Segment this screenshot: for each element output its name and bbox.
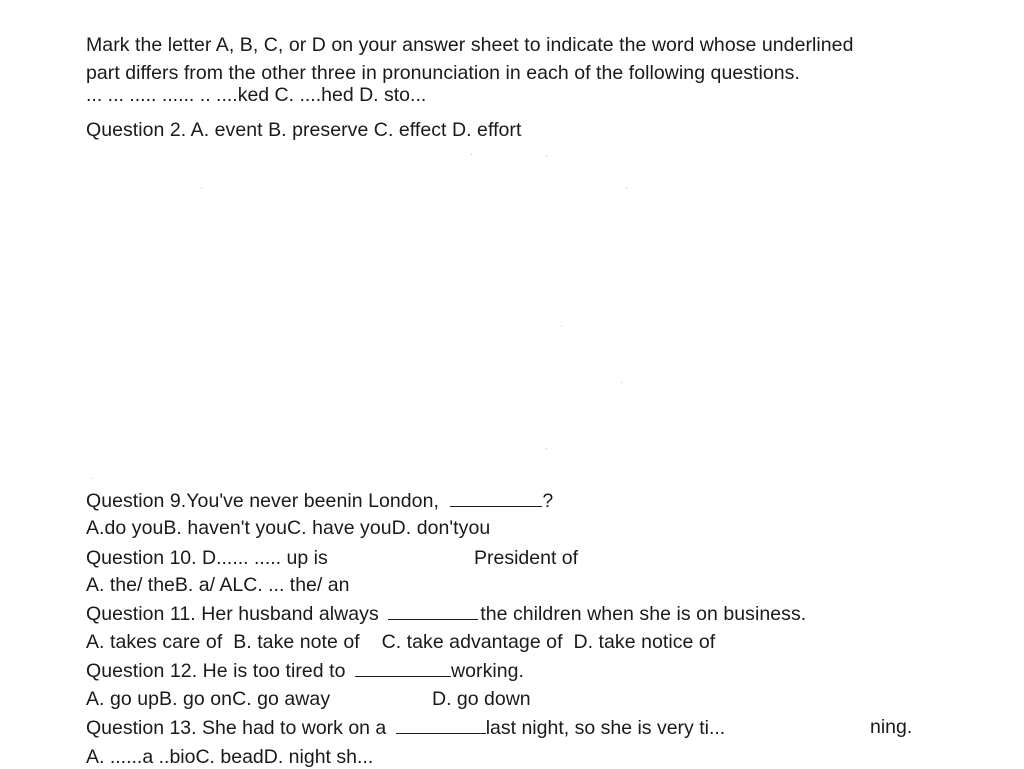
question-9-options: A.do youB. haven't youC. have youD. don'tyou xyxy=(86,517,491,539)
question-11-blank xyxy=(388,601,478,620)
scan-speck: . xyxy=(545,440,549,452)
question-12-stem-start: Question 12. He is too tired to xyxy=(86,660,346,682)
question-11-stem xyxy=(86,601,806,626)
question-12-stem xyxy=(86,658,524,683)
question-13-options-cropped xyxy=(86,748,406,769)
question-1-text: ... ... ..... ...... .. ....ked C. ....hed D. sto... xyxy=(86,84,427,106)
question-13-stem-start: Question 13. She had to work on a xyxy=(86,717,387,739)
question-11-options: A. takes care of B. take note of C. take advantage of D. take notice of xyxy=(86,631,716,653)
question-13-blank xyxy=(396,715,486,734)
instruction-line-2: part differs from the other three in pronunciation in each of the following questions. xyxy=(86,62,800,84)
question-9-blank xyxy=(450,488,542,507)
scan-speck: . xyxy=(625,180,629,192)
question-13-tail: ning. xyxy=(870,716,913,738)
question-11-stem-start: Question 11. Her husband always xyxy=(86,603,379,625)
instruction-line-1: Mark the letter A, B, C, or D on your answer sheet to indicate the word whose underlined xyxy=(86,34,854,56)
question-12-stem-end: working. xyxy=(451,660,525,682)
question-13-stem-end: last night, so she is very ti... xyxy=(485,717,726,739)
question-13-tail-cropped xyxy=(870,715,940,741)
question-10-head: Question 10. D...... ..... up is xyxy=(86,547,328,569)
question-9-stem-end: ? xyxy=(542,490,554,512)
question-10-president-cropped xyxy=(474,546,604,569)
question-10-options-cropped xyxy=(86,574,446,596)
question-11-stem-end: the children when she is on business. xyxy=(480,603,807,625)
question-12-blank xyxy=(355,658,451,677)
question-13-options: A. ......a ..bioC. beadD. night sh... xyxy=(86,746,374,768)
question-13-stem xyxy=(86,715,786,741)
scan-speck: . xyxy=(560,318,564,330)
question-10-options: A. the/ theB. a/ ALC. ... the/ an xyxy=(86,574,350,596)
question-2: Question 2. A. event B. preserve C. effect D. effort xyxy=(86,119,522,141)
question-9-stem-start: Question 9.You've never beenin London, xyxy=(86,490,439,512)
scan-speck: . xyxy=(200,180,204,192)
scan-speck: . xyxy=(90,470,94,482)
question-1-cropped xyxy=(86,84,606,106)
scan-speck: . xyxy=(620,374,624,386)
scan-speck: . xyxy=(545,148,549,160)
scan-speck: . xyxy=(470,146,474,158)
question-10-president: President of xyxy=(474,547,579,569)
question-12-options-left: A. go upB. go onC. go away xyxy=(86,688,331,710)
question-9-stem xyxy=(86,488,553,513)
question-12-options-right: D. go down xyxy=(432,688,531,710)
question-10-cropped xyxy=(86,546,386,569)
